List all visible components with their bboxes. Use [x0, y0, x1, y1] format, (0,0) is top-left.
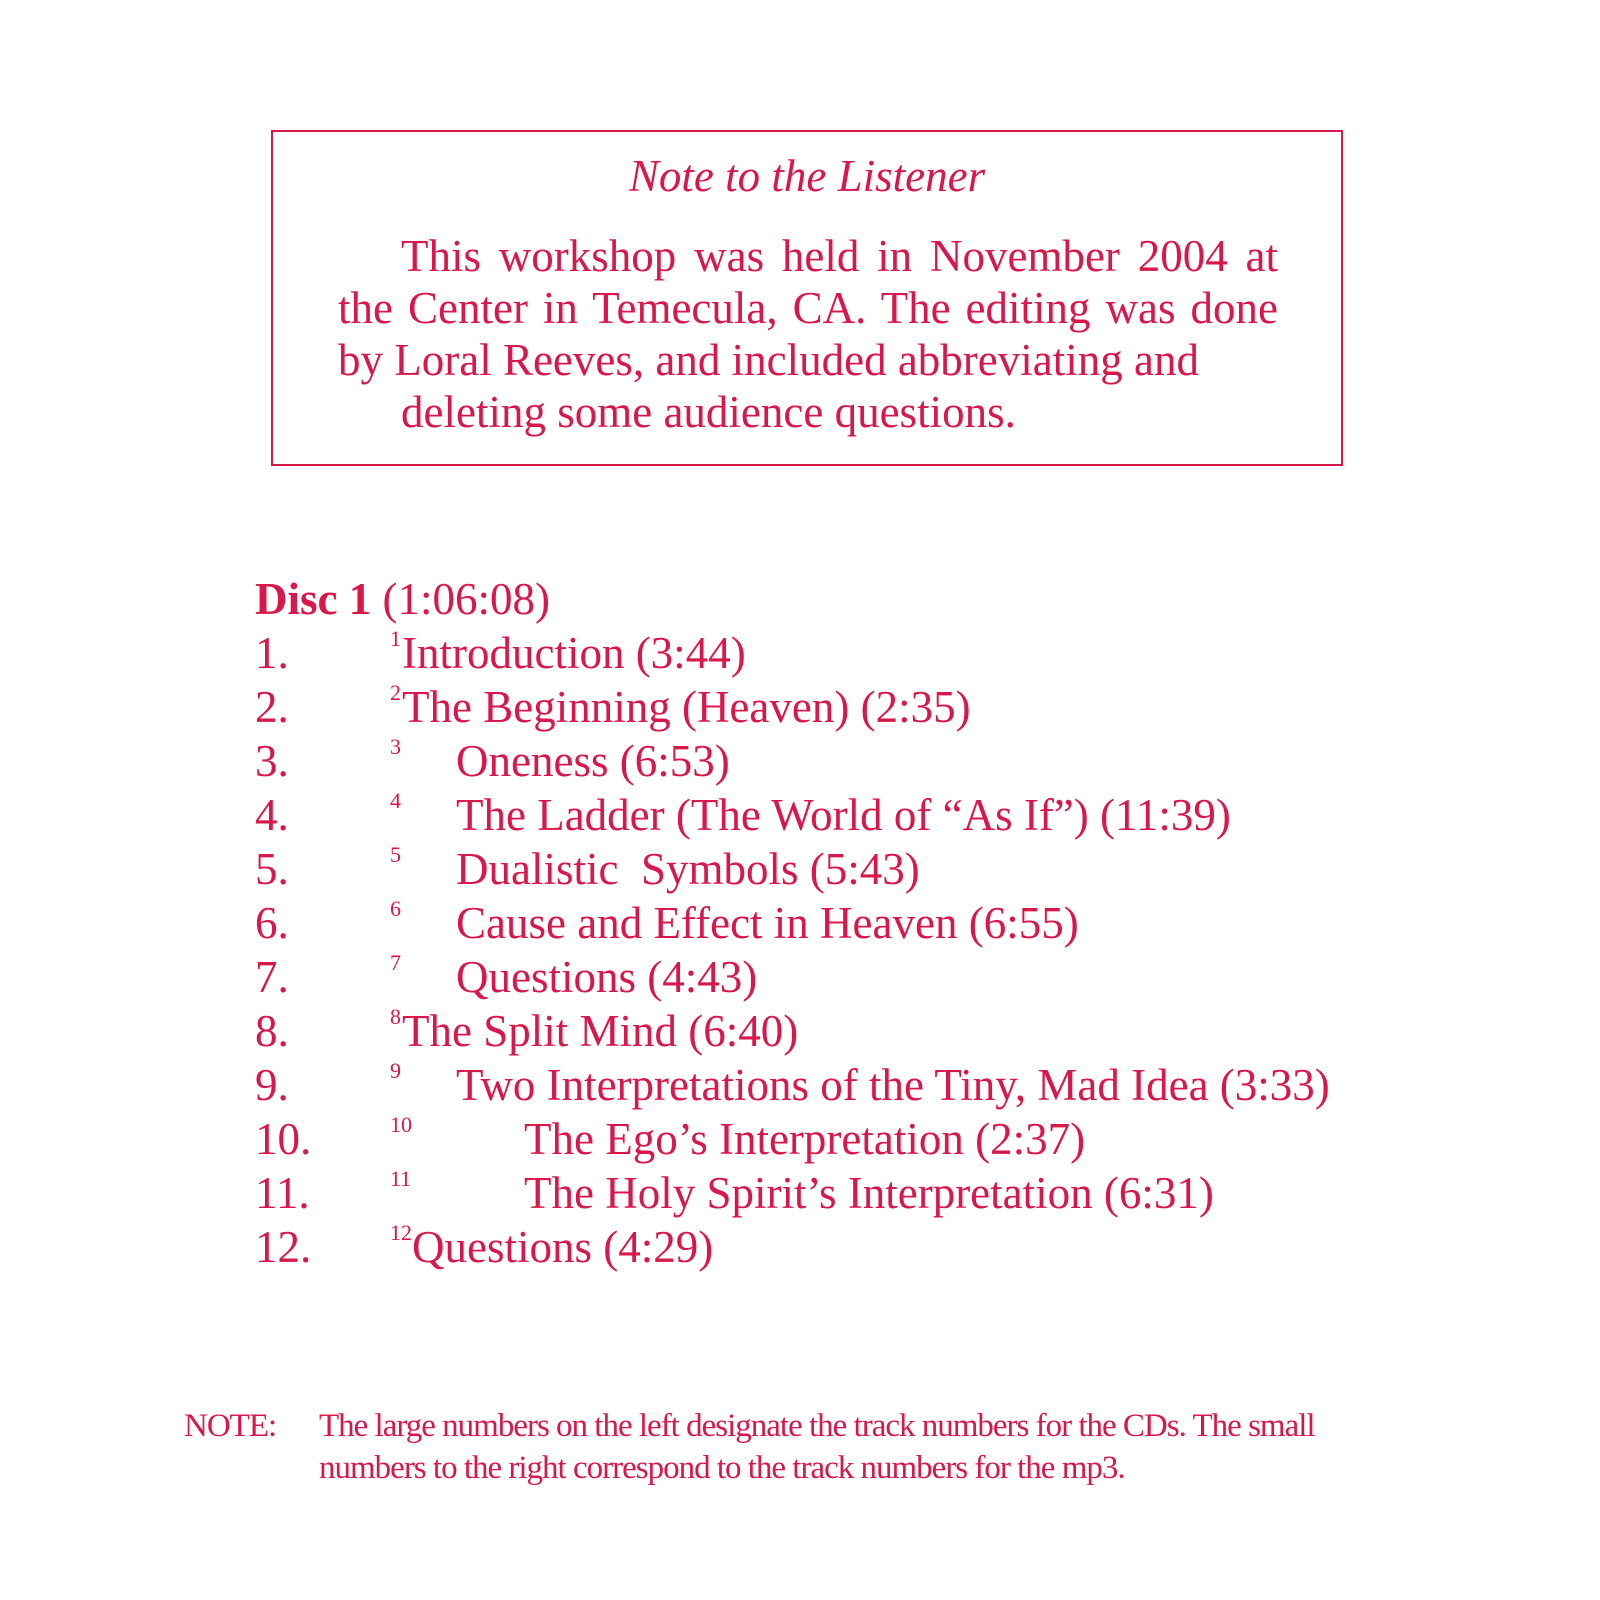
- track-row: [255, 1004, 1375, 1058]
- mp3-track-number: 3: [390, 734, 401, 759]
- track-row: [255, 950, 1375, 1004]
- mp3-track-number: 12: [390, 1220, 412, 1245]
- track-row: [255, 1166, 1375, 1220]
- mp3-track-number: 5: [390, 842, 401, 867]
- footer-note-text: The large numbers on the left designate the track numbers for the CDs. The small numbers to the right correspond to the track numbers for the mp3.: [319, 1408, 1315, 1486]
- mp3-track-number: 10: [390, 1112, 412, 1137]
- note-body-last-line: deleting some audience questions.: [401, 387, 1016, 437]
- footer-note: [184, 1405, 1404, 1489]
- mp3-track-number: 6: [390, 896, 401, 921]
- cd-track-number: 5.: [255, 844, 289, 894]
- cd-track-number: 4.: [255, 790, 289, 840]
- mp3-track-number: 4: [390, 788, 401, 813]
- track-title: The Ladder (The World of “As If”) (11:39): [456, 790, 1231, 840]
- track-title: The Split Mind (6:40): [402, 1006, 799, 1056]
- note-body: [338, 230, 1278, 438]
- disc-duration: (1:06:08): [382, 574, 550, 624]
- track-row: [255, 626, 1375, 680]
- track-row: [255, 842, 1375, 896]
- track-row: [255, 1220, 1375, 1274]
- mp3-track-number: 8: [390, 1004, 401, 1029]
- cd-track-number: 2.: [255, 682, 289, 732]
- track-row: [255, 1112, 1375, 1166]
- cd-track-number: 3.: [255, 736, 289, 786]
- cd-track-number: 8.: [255, 1006, 289, 1056]
- track-title: Cause and Effect in Heaven (6:55): [456, 898, 1079, 948]
- mp3-track-number: 9: [390, 1058, 401, 1083]
- disc-track-list: [255, 572, 1375, 1274]
- disc-label: Disc 1: [255, 574, 372, 624]
- track-title: Introduction (3:44): [402, 628, 746, 678]
- track-row: [255, 1058, 1375, 1112]
- disc-header: [255, 572, 1375, 626]
- note-body-main: This workshop was held in November 2004 at the Center in Temecula, CA. The editing was done by Loral Reeves, and included abbreviating and: [338, 231, 1278, 385]
- note-title: Note to the Listener: [628, 151, 986, 201]
- track-title: The Ego’s Interpretation (2:37): [524, 1114, 1086, 1164]
- cd-track-number: 9.: [255, 1060, 289, 1110]
- cd-track-number: 1.: [255, 628, 289, 678]
- mp3-track-number: 1: [390, 626, 401, 651]
- track-title: Two Interpretations of the Tiny, Mad Idea (3:33): [456, 1060, 1330, 1110]
- cd-track-number: 12.: [255, 1222, 312, 1272]
- mp3-track-number: 2: [390, 680, 401, 705]
- track-title: Questions (4:29): [412, 1222, 714, 1272]
- mp3-track-number: 11: [390, 1166, 412, 1191]
- cd-track-number: 10.: [255, 1114, 312, 1164]
- listener-note-box: [271, 130, 1343, 466]
- track-title: Questions (4:43): [456, 952, 758, 1002]
- cd-track-number: 11.: [255, 1168, 310, 1218]
- cd-track-number: 7.: [255, 952, 289, 1002]
- footer-note-label: NOTE:: [184, 1408, 277, 1444]
- track-title: Dualistic Symbols (5:43): [456, 844, 920, 894]
- track-row: [255, 896, 1375, 950]
- track-row: [255, 788, 1375, 842]
- track-title: The Beginning (Heaven) (2:35): [402, 682, 971, 732]
- track-title: Oneness (6:53): [456, 736, 730, 786]
- track-row: [255, 680, 1375, 734]
- cd-track-number: 6.: [255, 898, 289, 948]
- track-row: [255, 734, 1375, 788]
- track-title: The Holy Spirit’s Interpretation (6:31): [524, 1168, 1214, 1218]
- mp3-track-number: 7: [390, 950, 401, 975]
